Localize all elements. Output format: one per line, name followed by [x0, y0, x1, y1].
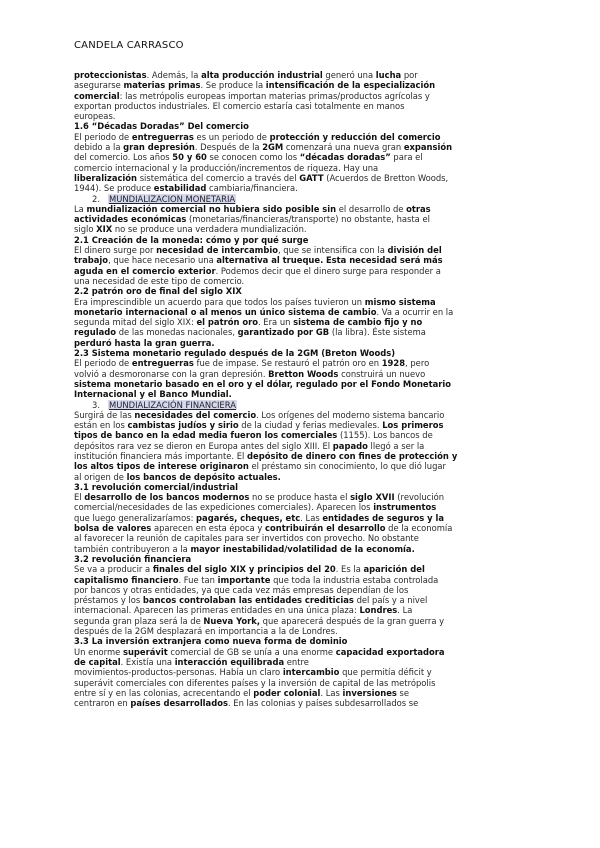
bold-text: necesidad de intercambio [156, 245, 278, 256]
text-run: 1944). Se produce [74, 183, 154, 194]
text-line [74, 121, 529, 131]
bold-text: 2.1 Creación de la moneda: cómo y por qué surge [74, 234, 309, 245]
text-line [74, 482, 529, 492]
text-line [74, 338, 529, 348]
text-line [74, 647, 529, 657]
section-heading [74, 194, 529, 204]
text-run: debido a la [74, 142, 124, 153]
bold-text: finales del siglo XIX y principios del 20 [152, 564, 336, 575]
text-line [74, 502, 529, 512]
text-run: . Es la [335, 564, 364, 575]
text-line [74, 327, 529, 337]
bold-text: división del [387, 245, 442, 256]
bold-text: materias primas [123, 80, 201, 91]
section-number: 3. [92, 399, 100, 410]
text-run: que aparecerá después de la gran guerra y [260, 615, 445, 626]
text-run: , que se intensifica con la [277, 245, 388, 256]
bold-text: sistema de cambio fijo y no [293, 317, 423, 328]
section-heading [74, 400, 529, 410]
text-run: Surgirá de las [74, 409, 135, 420]
text-run: también contribuyeron a la [74, 543, 191, 554]
text-run: movimientos-productos-personas. Había un claro [74, 667, 283, 678]
text-run: . Va a ocurrir en la [376, 306, 454, 317]
text-run: comercio internacional y la producción/incrementos de riqueza. Hay una [74, 162, 379, 173]
text-line [74, 224, 529, 234]
text-run: que luego generalizaríamos: [74, 512, 197, 523]
text-run: El periodo de [74, 131, 132, 142]
text-run: . Se produce la [200, 80, 266, 91]
text-run: del comercio. Los años [74, 152, 173, 163]
bold-text: entreguerras [131, 358, 194, 369]
text-line [74, 379, 529, 389]
text-run: El dinero surge por [74, 245, 157, 256]
text-run: sistemática del comercio a través del [137, 172, 300, 183]
bold-text: perduró hasta la gran guerra. [74, 337, 215, 348]
bold-text: liberalización [74, 172, 138, 183]
bold-text: capitalismo financiero [74, 574, 179, 585]
bold-text: aguda en el comercio exterior [74, 265, 216, 276]
text-line [74, 173, 529, 183]
text-line [74, 70, 529, 80]
text-run: . Fue tan [178, 574, 218, 585]
text-run: , pero [405, 358, 430, 369]
bold-text: Esta necesidad será más [325, 255, 443, 266]
text-line [74, 163, 529, 173]
text-line [74, 235, 529, 245]
bold-text: mismo sistema [364, 296, 436, 307]
text-line [74, 698, 529, 708]
bold-text: depósito de dinero con fines de protección y [247, 450, 458, 461]
bold-text: 2GM [262, 142, 284, 153]
author-name: CANDELA CARRASCO [74, 40, 184, 51]
text-run: después de la 2GM desplazará en importancia a la de Londres. [74, 626, 338, 637]
text-line [74, 152, 529, 162]
text-line [74, 626, 529, 636]
text-run: comercial de GB se unía a una enorme [167, 646, 336, 657]
text-line [74, 142, 529, 152]
text-line [74, 245, 529, 255]
text-run: . Además, la [146, 70, 202, 80]
bold-text: desarrollo de los bancos modernos [84, 492, 250, 503]
text-line [74, 657, 529, 667]
bold-text: 2.2 patrón oro de final del siglo XIX [74, 286, 242, 297]
text-line [74, 564, 529, 574]
text-line [74, 214, 529, 224]
text-line [74, 80, 529, 90]
text-line [74, 605, 529, 615]
text-run: . En las colonias y países subdesarrollados se [227, 698, 419, 709]
text-run: centraron en [74, 698, 131, 709]
bold-text: alta producción industrial [201, 70, 323, 80]
text-line [74, 492, 529, 502]
bold-text: proteccionistas [74, 70, 147, 80]
text-run: depósitos rara vez se dieron en Europa antes del siglo XIII. El [74, 440, 333, 451]
text-run: segunda gran plaza será la de [74, 615, 204, 626]
bold-text: 1928 [381, 358, 406, 369]
text-run: : las metrópolis europeas importan materias primas/productos agrícolas y [119, 90, 430, 101]
text-line [74, 441, 529, 451]
text-line [74, 585, 529, 595]
text-line [74, 667, 529, 677]
text-run: superávit comerciales con diferentes países y la inversión de capital de las metrópolis [74, 677, 436, 688]
bold-text: mayor inestabilidad/volatilidad de la economía. [190, 543, 415, 554]
text-run: comercial/necesidades de las expediciones comerciales). Aparecen los [74, 502, 374, 513]
text-run: (1155). Los bancos de [337, 430, 433, 441]
text-run: de las monedas nacionales, [116, 327, 238, 338]
bold-text: 2.3 Sistema monetario regulado después de la 2GM (Breton Woods) [74, 348, 396, 359]
text-run: . Podemos decir que el dinero surge para responder a [215, 265, 441, 276]
text-run: préstamos y los [74, 595, 143, 606]
bold-text: 1.6 “Décadas Doradas” Del comercio [74, 121, 249, 132]
text-run: internacional. Aparecen las primeras entidades en una única plaza: [74, 605, 360, 616]
text-line [74, 595, 529, 605]
text-line [74, 286, 529, 296]
text-line [74, 369, 529, 379]
bold-text: regulado [74, 327, 117, 338]
text-run: volvió a desmoronarse con la gran depresión. [74, 368, 269, 379]
text-line [74, 544, 529, 554]
bold-text: 3.2 revolución financiera [74, 553, 192, 564]
text-run: . Era un [257, 317, 294, 328]
text-run: no se produce una verdadera mundialización. [112, 224, 307, 235]
text-run: es un periodo de [193, 131, 270, 142]
text-run: entre [284, 656, 309, 667]
text-line [74, 132, 529, 142]
text-run: por bancos y otras entidades, ya que cada vez más empresas dependían de los [74, 584, 409, 595]
text-line [74, 461, 529, 471]
bold-text: países desarrollados [130, 698, 228, 709]
text-line [74, 183, 529, 193]
text-run: cambiaria/financiera. [206, 183, 298, 194]
bold-text: 50 y 60 [172, 152, 207, 163]
section-title: MUNDIALIZACION MONETARIA [109, 193, 236, 204]
bold-text: Internacional y el Banco Mundial. [74, 389, 232, 400]
text-run: siglo [74, 224, 97, 235]
text-line [74, 420, 529, 430]
text-run: . La [397, 605, 413, 616]
text-run: se [396, 687, 410, 698]
text-line [74, 91, 529, 101]
bold-text: de capital [74, 656, 121, 667]
bold-text: Los primeros [382, 420, 444, 431]
text-run: , que hace necesario una [108, 255, 217, 266]
document-body [74, 70, 529, 708]
bold-text: intensificación de la especialización [265, 80, 436, 91]
text-run: asegurarse [74, 80, 124, 91]
bold-text: “décadas doradas” [299, 152, 391, 163]
text-run: al origen de [74, 471, 127, 482]
bold-text: estabilidad [153, 183, 207, 194]
bold-text: monetario internacional o al menos un único sistema de cambio [74, 306, 377, 317]
text-run: se conocen como los [206, 152, 300, 163]
text-line [74, 451, 529, 461]
text-run: institución financiera más importante. El [74, 450, 248, 461]
bold-text: 3.1 revolución comercial/industrial [74, 481, 239, 492]
bold-text: capacidad exportadora [335, 646, 445, 657]
text-line [74, 636, 529, 646]
text-run: . Después de la [194, 142, 263, 153]
bold-text: GATT [299, 172, 324, 183]
text-run: segunda mitad del siglo XIX: [74, 317, 197, 328]
text-line [74, 430, 529, 440]
bold-text: siglo XVII [350, 492, 395, 503]
text-run: . Las [300, 512, 323, 523]
bold-text: otras [406, 203, 431, 214]
text-run: comenzará una nueva gran [283, 142, 404, 153]
text-run: aparecen en esta época y [151, 523, 266, 534]
text-run: . Las [320, 687, 343, 698]
text-line [74, 204, 529, 214]
bold-text: alternativa al trueque. [216, 255, 324, 266]
bold-text: poder colonial [253, 687, 321, 698]
text-run: el préstamo sin conocimiento, lo que dió lugar [248, 461, 447, 472]
text-run: para el [390, 152, 423, 163]
text-run: están en los [74, 420, 128, 431]
text-run: que toda la industria estaba controlada [270, 574, 439, 585]
text-run: La [74, 203, 87, 214]
text-line [74, 523, 529, 533]
bold-text: XIX [96, 224, 113, 235]
bold-text: interacción equilibrada [174, 656, 285, 667]
text-line [74, 307, 529, 317]
bold-text: protección y reducción del comercio [269, 131, 441, 142]
text-run: de la economía [385, 523, 453, 534]
text-run: que permitía déficit y [339, 667, 432, 678]
bold-text: comercial [74, 90, 120, 101]
bold-text: lucha [375, 70, 402, 80]
text-run: construirá un nuevo [338, 368, 426, 379]
bold-text: entreguerras [131, 131, 194, 142]
bold-text: contribuirán el desarrollo [265, 523, 386, 534]
bold-text: bancos controlaban las entidades crediticias [142, 595, 354, 606]
bold-text: papado [332, 440, 368, 451]
text-run: generó una [322, 70, 376, 80]
bold-text: mundialización comercial no hubiera sido posible sin [86, 203, 337, 214]
section-title: MUNDIALIZACIÓN FINANCIERA [109, 399, 236, 410]
text-run: El periodo de [74, 358, 132, 369]
text-run: Se va a producir a [74, 564, 153, 575]
text-line [74, 255, 529, 265]
bold-text: expansión [403, 142, 453, 153]
bold-text: tipos de banco en la edad media fueron los comerciales [74, 430, 338, 441]
text-run: de la ciudad y ferias medievales. [238, 420, 383, 431]
bold-text: Londres [359, 605, 398, 616]
text-run: . Los orígenes del moderno sistema bancario [256, 409, 445, 420]
text-line [74, 575, 529, 585]
text-line [74, 513, 529, 523]
text-line [74, 533, 529, 543]
text-line [74, 389, 529, 399]
bold-text: entidades de seguros y la [322, 512, 445, 523]
text-line [74, 678, 529, 688]
text-line [74, 472, 529, 482]
text-run: entre sí y en las colonias, acrecentando el [74, 687, 254, 698]
text-run: europeas. [74, 111, 116, 122]
text-line [74, 688, 529, 698]
bold-text: superávit [122, 646, 168, 657]
bold-text: aparición del [363, 564, 425, 575]
text-line [74, 276, 529, 286]
bold-text: Nueva York, [203, 615, 261, 626]
text-line [74, 616, 529, 626]
text-run: al favorecer la reunión de capitales para ser invertidos con provecho. No obstante [74, 533, 419, 544]
section-number: 2. [92, 193, 100, 204]
bold-text: bolsa de valores [74, 523, 152, 534]
text-run: por [401, 70, 418, 80]
text-run: una necesidad de este tipo de comercio. [74, 275, 245, 286]
text-line [74, 101, 529, 111]
text-run: fue de impase. Se restauró el patrón oro en [193, 358, 382, 369]
bold-text: cambistas judíos y sirio [127, 420, 239, 431]
bold-text: Bretton Woods [268, 368, 339, 379]
bold-text: inversiones [342, 687, 397, 698]
text-run: Era imprescindible un acuerdo para que todos los países tuvieron un [74, 296, 365, 307]
text-line [74, 111, 529, 121]
text-line [74, 358, 529, 368]
bold-text: necesidades del comercio [134, 409, 257, 420]
text-line [74, 410, 529, 420]
text-run: no se produce hasta el [249, 492, 351, 503]
text-run: (monetarias/financieras/transporte) no obstante, hasta el [186, 214, 430, 225]
text-run: . Existía una [120, 656, 175, 667]
text-run: (la libra). Éste sistema [329, 327, 426, 338]
bold-text: trabajo [74, 255, 109, 266]
text-line [74, 297, 529, 307]
bold-text: gran depresión [123, 142, 195, 153]
text-run: (Acuerdos de Bretton Woods, [323, 172, 449, 183]
bold-text: los bancos de depósito actuales. [126, 471, 281, 482]
text-line [74, 266, 529, 276]
bold-text: garantizado por GB [237, 327, 330, 338]
text-line [74, 317, 529, 327]
text-run: llegó a ser la [367, 440, 425, 451]
text-line [74, 348, 529, 358]
text-run: exportan productos industriales. El comercio estaría casi totalmente en manos [74, 100, 405, 111]
bold-text: instrumentos [373, 502, 437, 513]
text-run: El [74, 492, 85, 503]
text-run: del país y a nivel [353, 595, 428, 606]
bold-text: el patrón oro [196, 317, 258, 328]
text-run: Un enorme [74, 646, 123, 657]
text-run: (revolución [394, 492, 445, 503]
bold-text: los altos tipos de interese originaron [74, 461, 249, 472]
bold-text: actividades económicas [74, 214, 187, 225]
bold-text: pagarés, cheques, etc [196, 512, 301, 523]
bold-text: importante [217, 574, 271, 585]
bold-text: intercambio [282, 667, 340, 678]
bold-text: 3.3 La inversión extranjera como nueva forma de dominio [74, 636, 348, 647]
text-run: el desarrollo de [336, 203, 407, 214]
bold-text: sistema monetario basado en el oro y el dólar, regulado por el Fondo Monetario [74, 378, 452, 389]
text-line [74, 554, 529, 564]
